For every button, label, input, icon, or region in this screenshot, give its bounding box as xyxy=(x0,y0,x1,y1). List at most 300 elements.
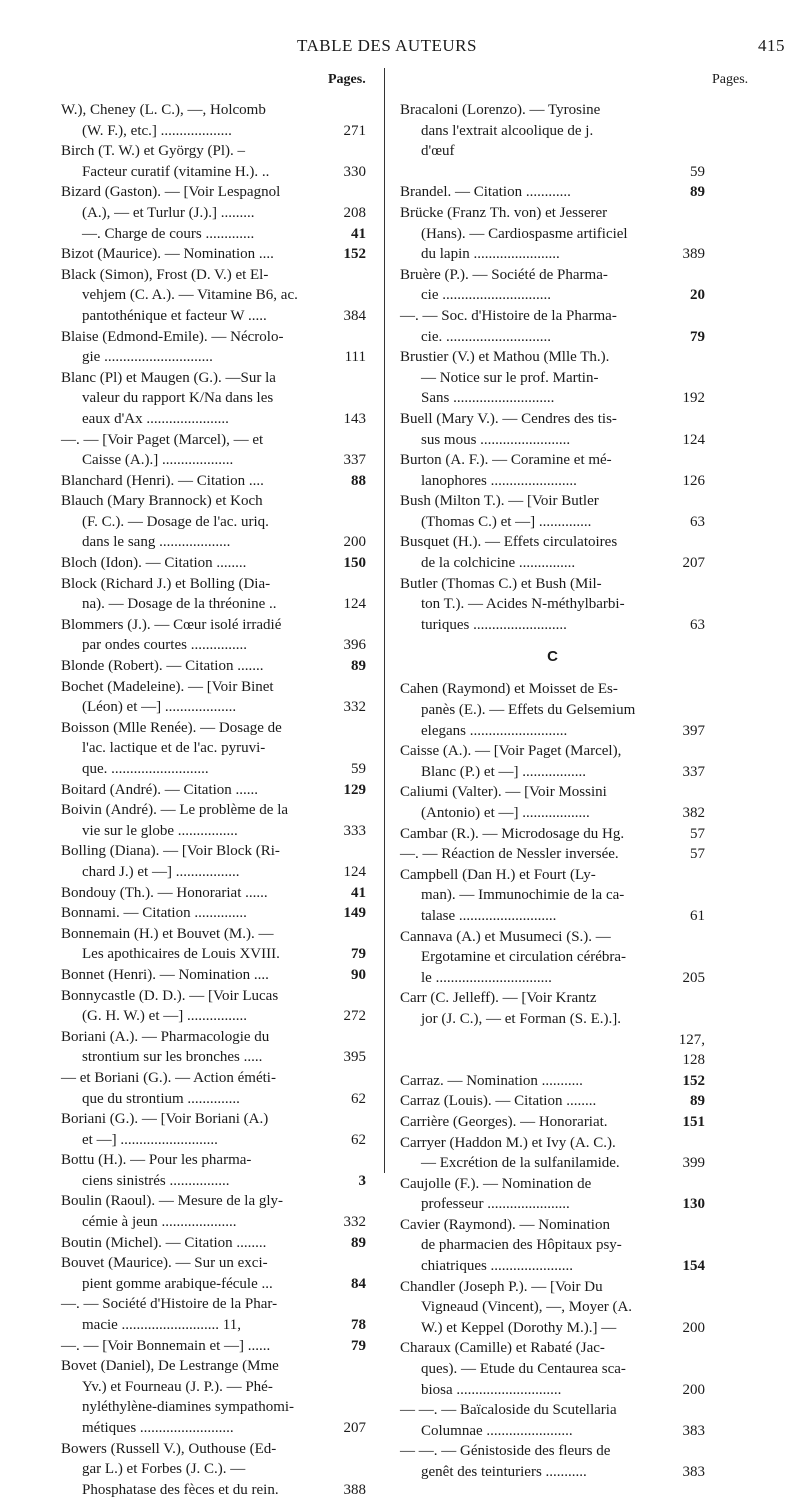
index-line xyxy=(61,677,366,698)
index-line xyxy=(400,824,705,845)
page-reference: 126 xyxy=(682,472,705,489)
page-reference: 78 xyxy=(351,1317,366,1334)
index-line-text: Block (Richard J.) et Bolling (Dia- xyxy=(61,575,271,592)
index-line-text: chard J.) et —] ................. xyxy=(82,863,240,880)
section-letter-heading: C xyxy=(547,648,558,666)
index-line xyxy=(400,947,705,968)
index-line xyxy=(400,532,705,553)
index-line-text: macie .......................... 11, xyxy=(82,1317,242,1334)
index-line-text: Ergotamine et circulation cérébra- xyxy=(421,949,627,966)
index-line-text: Black (Simon), Frost (D. V.) et El- xyxy=(61,266,269,283)
index-line xyxy=(400,1174,705,1195)
page-reference: 57 xyxy=(690,825,705,842)
index-line xyxy=(400,1091,705,1112)
index-line xyxy=(61,100,366,121)
index-line xyxy=(61,862,366,883)
index-line xyxy=(61,306,366,327)
index-line-text: man). — Immunochimie de la ca- xyxy=(421,887,625,904)
index-line xyxy=(400,285,705,306)
index-line-text: lanophores ....................... xyxy=(421,472,577,489)
index-line-text: — —. — Baïcaloside du Scutellaria xyxy=(400,1402,617,1419)
index-line xyxy=(61,430,366,451)
index-line xyxy=(400,1050,705,1071)
running-header-title: TABLE DES AUTEURS xyxy=(297,36,477,55)
index-line-text: Brustier (V.) et Mathou (Mlle Th.). xyxy=(400,349,610,366)
index-line-text: vehjem (C. A.). — Vitamine B6, ac. xyxy=(82,287,298,304)
index-line-text: — Notice sur le prof. Martin- xyxy=(421,369,599,386)
index-line xyxy=(400,700,705,721)
page-reference: 79 xyxy=(351,1337,366,1354)
index-line xyxy=(61,738,366,759)
index-line xyxy=(61,553,366,574)
index-line-text: Cambar (R.). — Microdosage du Hg. xyxy=(400,825,625,842)
index-line xyxy=(61,821,366,842)
index-line-text: l'ac. lactique et de l'ac. pyruvi- xyxy=(82,740,266,757)
page-reference: 124 xyxy=(343,863,366,880)
index-line xyxy=(61,265,366,286)
index-line-text: d'œuf xyxy=(421,143,455,160)
index-line xyxy=(61,1027,366,1048)
index-line-text: W.) et Keppel (Dorothy M.).] — xyxy=(421,1319,617,1336)
index-line xyxy=(400,1256,705,1277)
index-line xyxy=(400,1441,705,1462)
index-line-text: Caujolle (F.). — Nomination de xyxy=(400,1175,592,1192)
index-line xyxy=(61,574,366,595)
index-line-text: biosa ............................ xyxy=(421,1381,562,1398)
index-line xyxy=(400,491,705,512)
page-reference: 200 xyxy=(343,534,366,551)
index-line-text: Bloch (Idon). — Citation ........ xyxy=(61,555,247,572)
index-line-text: dans l'extrait alcoolique de j. xyxy=(421,122,594,139)
index-line xyxy=(400,1421,705,1442)
column-divider xyxy=(384,68,385,1173)
index-line-text: Brücke (Franz Th. von) et Jesserer xyxy=(400,204,608,221)
index-line xyxy=(61,1109,366,1130)
index-line xyxy=(400,409,705,430)
index-line xyxy=(61,368,366,389)
index-line-text: métiques ......................... xyxy=(82,1420,234,1436)
index-line xyxy=(400,1215,705,1236)
left-column xyxy=(61,100,366,1500)
page-reference: 382 xyxy=(682,805,705,821)
index-line-text: Caisse (A.).] ................... xyxy=(82,452,234,469)
index-line xyxy=(61,780,366,801)
index-line xyxy=(400,224,705,245)
index-line xyxy=(400,762,705,783)
index-line xyxy=(61,162,366,183)
index-line xyxy=(400,574,705,595)
page-reference: 152 xyxy=(682,1072,705,1089)
index-line-text: Cavier (Raymond). — Nomination xyxy=(400,1216,610,1233)
page-reference: 388 xyxy=(343,1481,366,1498)
right-column-c-entries xyxy=(400,679,705,1482)
index-line-text: Bush (Milton T.). — [Voir Butler xyxy=(400,493,599,510)
page-reference: 200 xyxy=(682,1319,705,1336)
index-line xyxy=(400,741,705,762)
index-line xyxy=(400,594,705,615)
index-line-text: W.), Cheney (L. C.), —, Holcomb xyxy=(61,102,266,118)
index-line-text: Bonnet (Henri). — Nomination .... xyxy=(61,966,269,983)
right-column xyxy=(400,100,705,1483)
page-reference: 79 xyxy=(351,946,366,963)
page-reference: 79 xyxy=(690,328,705,345)
index-line-text: Bizot (Maurice). — Nomination .... xyxy=(61,246,274,263)
index-line xyxy=(400,1194,705,1215)
index-line xyxy=(400,1277,705,1298)
page-reference: 63 xyxy=(690,513,705,530)
page-reference: 84 xyxy=(351,1275,366,1292)
index-line xyxy=(61,450,366,471)
index-line-text: Blanc (Pl) et Maugen (G.). —Sur la xyxy=(61,369,276,386)
index-line-text: panès (E.). — Effets du Gelsemium xyxy=(421,702,636,719)
index-line-text: pantothénique et facteur W ..... xyxy=(82,307,267,324)
index-line xyxy=(61,594,366,615)
index-line-text: (Thomas C.) et —] .............. xyxy=(421,513,592,530)
page-reference: 88 xyxy=(351,472,366,489)
index-line xyxy=(400,721,705,742)
index-line xyxy=(61,512,366,533)
page-reference: 271 xyxy=(343,122,366,139)
index-line xyxy=(400,368,705,389)
page-reference: 89 xyxy=(690,184,705,201)
index-line-text: Chandler (Joseph P.). — [Voir Du xyxy=(400,1278,603,1295)
index-line xyxy=(61,1274,366,1295)
page-reference: 389 xyxy=(682,246,705,263)
index-line xyxy=(61,1047,366,1068)
index-line-text: Yv.) et Fourneau (J. P.). — Phé- xyxy=(82,1378,273,1395)
index-line-text: eaux d'Ax ...................... xyxy=(82,410,229,427)
index-line-text: elegans .......................... xyxy=(421,722,568,739)
index-line xyxy=(61,656,366,677)
index-line xyxy=(400,1318,705,1339)
index-line-text: strontium sur les bronches ..... xyxy=(82,1049,263,1066)
page-number: 415 xyxy=(758,36,785,55)
index-line-text: Bowers (Russell V.), Outhouse (Ed- xyxy=(61,1440,277,1457)
index-line xyxy=(400,306,705,327)
index-line-text: Boisson (Mlle Renée). — Dosage de xyxy=(61,719,282,736)
index-line-text: na). — Dosage de la thréonine .. xyxy=(82,596,277,613)
index-line xyxy=(400,865,705,886)
index-line-text: cie. ............................ xyxy=(421,328,551,345)
index-line xyxy=(61,182,366,203)
index-line xyxy=(400,1153,705,1174)
index-line xyxy=(400,885,705,906)
index-line-text: que. .......................... xyxy=(82,761,209,777)
index-line xyxy=(61,471,366,492)
index-line-text: gar L.) et Forbes (J. C.). — xyxy=(82,1461,246,1478)
index-line xyxy=(400,927,705,948)
page-reference: 128 xyxy=(682,1052,705,1069)
index-line-text: Bouvet (Maurice). — Sur un exci- xyxy=(61,1255,268,1272)
index-line xyxy=(61,1171,366,1192)
index-line xyxy=(61,944,366,965)
index-line xyxy=(400,1030,705,1051)
index-line xyxy=(400,906,705,927)
index-line xyxy=(61,759,366,780)
index-line xyxy=(400,141,705,162)
page-reference: 89 xyxy=(351,658,366,675)
index-line-text: valeur du rapport K/Na dans les xyxy=(82,390,274,407)
index-line-text: Boivin (André). — Le problème de la xyxy=(61,802,289,819)
page-reference: 332 xyxy=(343,1214,366,1231)
index-line-text: Boutin (Michel). — Citation ........ xyxy=(61,1234,267,1251)
page-reference: 154 xyxy=(682,1258,705,1275)
page-reference: 124 xyxy=(682,431,705,448)
index-line-text: (G. H. W.) et —] ................ xyxy=(82,1008,247,1025)
index-line-text: Cahen (Raymond) et Moisset de Es- xyxy=(400,681,618,698)
page-reference: 151 xyxy=(682,1113,705,1130)
index-line xyxy=(61,1233,366,1254)
index-line-text: —. — Soc. d'Histoire de la Pharma- xyxy=(400,307,617,324)
index-line xyxy=(400,203,705,224)
index-line-text: Facteur curatif (vitamine H.). .. xyxy=(82,163,270,180)
index-line-text: Bottu (H.). — Pour les pharma- xyxy=(61,1152,252,1169)
index-line xyxy=(61,1439,366,1460)
index-line xyxy=(400,1359,705,1380)
index-line xyxy=(400,100,705,121)
pages-label-left: Pages. xyxy=(328,72,366,87)
page-reference: 205 xyxy=(682,969,705,986)
index-line xyxy=(61,718,366,739)
index-line xyxy=(400,1071,705,1092)
index-line-text: Cannava (A.) et Musumeci (S.). — xyxy=(400,928,611,945)
index-line xyxy=(61,883,366,904)
page-reference: 59 xyxy=(351,761,366,777)
index-line xyxy=(400,162,705,183)
index-line-text: Bonnycastle (D. D.). — [Voir Lucas xyxy=(61,987,279,1004)
index-line xyxy=(400,182,705,203)
index-line-text: cie ............................. xyxy=(421,287,551,304)
index-line-text: Campbell (Dan H.) et Fourt (Ly- xyxy=(400,866,596,883)
page-reference: 143 xyxy=(343,410,366,427)
index-line-text: Columnae ....................... xyxy=(421,1422,573,1439)
index-line-text: — —. — Génistoside des fleurs de xyxy=(400,1443,611,1460)
index-line xyxy=(400,1235,705,1256)
page-reference: 127, xyxy=(678,1031,705,1048)
index-line xyxy=(61,1315,366,1336)
index-line xyxy=(400,844,705,865)
page-reference: 89 xyxy=(351,1234,366,1251)
index-line xyxy=(61,1212,366,1233)
index-line xyxy=(400,988,705,1009)
index-line-text: de pharmacien des Hôpitaux psy- xyxy=(421,1237,622,1254)
page-reference: 332 xyxy=(343,699,366,716)
index-line-text: sus mous ........................ xyxy=(421,431,571,448)
page-reference: 90 xyxy=(351,966,366,983)
index-line-text: pient gomme arabique-fécule ... xyxy=(82,1275,273,1292)
index-line-text: Butler (Thomas C.) et Bush (Mil- xyxy=(400,575,602,592)
index-line xyxy=(61,244,366,265)
index-line-text: de la colchicine ............... xyxy=(421,555,576,572)
page-reference: 124 xyxy=(343,596,366,613)
index-line-text: Blommers (J.). — Cœur isolé irradié xyxy=(61,616,282,633)
index-line-text: professeur ...................... xyxy=(421,1196,570,1213)
page-reference: 62 xyxy=(351,1131,366,1148)
page-reference: 57 xyxy=(690,846,705,863)
index-line xyxy=(61,1294,366,1315)
index-line-text: le ............................... xyxy=(421,969,552,986)
index-line xyxy=(400,803,705,824)
index-line xyxy=(61,1397,366,1418)
page-reference: 383 xyxy=(682,1422,705,1439)
index-line xyxy=(61,1377,366,1398)
index-line xyxy=(400,1400,705,1421)
page-reference: 129 xyxy=(343,781,366,798)
index-line xyxy=(61,285,366,306)
index-line-text: Bochet (Madeleine). — [Voir Binet xyxy=(61,678,274,695)
index-line-text: Blonde (Robert). — Citation ....... xyxy=(61,658,264,675)
index-line-text: (W. F.), etc.] ................... xyxy=(82,122,232,139)
index-line-text: dans le sang ................... xyxy=(82,534,231,551)
index-line-text: — Excrétion de la sulfanilamide. xyxy=(421,1155,620,1172)
page-reference: 150 xyxy=(343,555,366,572)
index-line xyxy=(61,924,366,945)
page-reference: 200 xyxy=(682,1381,705,1398)
index-line xyxy=(400,327,705,348)
index-line-text: (Hans). — Cardiospasme artificiel xyxy=(421,225,628,242)
index-line xyxy=(61,121,366,142)
index-line xyxy=(400,1338,705,1359)
index-line xyxy=(400,265,705,286)
page-reference: 3 xyxy=(358,1172,366,1189)
index-line-text: Brandel. — Citation ............ xyxy=(400,184,571,201)
index-line xyxy=(61,327,366,348)
index-line-text: Bizard (Gaston). — [Voir Lespagnol xyxy=(61,184,281,201)
page-reference: 333 xyxy=(343,822,366,839)
index-line-text: —. — [Voir Bonnemain et —] ...... xyxy=(61,1337,271,1354)
page-reference: 396 xyxy=(343,637,366,654)
index-line xyxy=(400,450,705,471)
index-line-text: —. — [Voir Paget (Marcel), — et xyxy=(61,431,264,448)
index-line xyxy=(61,1336,366,1357)
index-line-text: Birch (T. W.) et György (Pl). – xyxy=(61,143,246,160)
index-line xyxy=(61,1068,366,1089)
index-line xyxy=(400,782,705,803)
index-line xyxy=(61,1459,366,1480)
index-line-text: chiatriques ...................... xyxy=(421,1258,574,1275)
index-line xyxy=(400,347,705,368)
index-line xyxy=(61,800,366,821)
index-line-text: genêt des teinturiers ........... xyxy=(421,1464,587,1480)
page-reference: 395 xyxy=(343,1049,366,1066)
index-line xyxy=(400,512,705,533)
page-reference: 61 xyxy=(690,907,705,924)
index-line-text: Boriani (A.). — Pharmacologie du xyxy=(61,1028,270,1045)
index-line xyxy=(400,1009,705,1030)
index-line-text: jor (J. C.), — et Forman (S. E.).]. xyxy=(421,1010,621,1027)
index-line xyxy=(400,1462,705,1483)
index-line-text: cémie à jeun .................... xyxy=(82,1214,237,1231)
index-line-text: Boriani (G.). — [Voir Boriani (A.) xyxy=(61,1111,269,1128)
index-line-text: (F. C.). — Dosage de l'ac. uriq. xyxy=(82,513,269,530)
page-reference: 41 xyxy=(351,884,366,901)
index-line-text: Bruère (P.). — Société de Pharma- xyxy=(400,266,608,283)
index-line xyxy=(61,1480,366,1500)
index-line xyxy=(400,121,705,142)
index-line xyxy=(61,409,366,430)
index-line-text: (A.), — et Turlur (J.).] ......... xyxy=(82,204,255,221)
index-line-text: Carryer (Haddon M.) et Ivy (A. C.). xyxy=(400,1134,616,1151)
index-line xyxy=(400,1112,705,1133)
page-reference: 383 xyxy=(682,1464,705,1480)
page-reference: 59 xyxy=(690,163,705,180)
page-reference: 111 xyxy=(344,349,366,366)
page-reference: 272 xyxy=(343,1008,366,1025)
index-line xyxy=(61,1253,366,1274)
index-line xyxy=(61,1356,366,1377)
page-reference: 62 xyxy=(351,1090,366,1107)
index-line xyxy=(400,553,705,574)
pages-label-right: Pages. xyxy=(712,72,749,87)
index-line-text: Vigneaud (Vincent), —, Moyer (A. xyxy=(421,1299,633,1316)
index-line-text: Buell (Mary V.). — Cendres des tis- xyxy=(400,410,617,427)
index-line-text: Boulin (Raoul). — Mesure de la gly- xyxy=(61,1193,284,1210)
index-line-text: Bonnemain (H.) et Bouvet (M.). — xyxy=(61,925,274,942)
index-line-text: Bondouy (Th.). — Honorariat ...... xyxy=(61,884,268,901)
index-line-text: — et Boriani (G.). — Action éméti- xyxy=(61,1069,276,1086)
index-line xyxy=(61,141,366,162)
index-line xyxy=(61,841,366,862)
index-line-text: du lapin ....................... xyxy=(421,246,560,263)
index-line xyxy=(400,615,705,636)
page-reference: 152 xyxy=(343,246,366,263)
index-line-text: gie ............................. xyxy=(82,349,213,366)
index-line-text: —. — Réaction de Nessler inversée. xyxy=(400,846,619,863)
index-line xyxy=(400,471,705,492)
index-line xyxy=(61,347,366,368)
index-line xyxy=(61,1089,366,1110)
index-line xyxy=(400,1297,705,1318)
index-line-text: Carr (C. Jelleff). — [Voir Krantz xyxy=(400,990,597,1007)
index-line-text: Burton (A. F.). — Coramine et mé- xyxy=(400,452,612,469)
index-line-text: ton T.). — Acides N-méthylbarbi- xyxy=(421,596,625,613)
index-line-text: Phosphatase des fèces et du rein. xyxy=(82,1481,279,1498)
index-line xyxy=(400,679,705,700)
index-line-text: Carraz. — Nomination ........... xyxy=(400,1072,583,1089)
index-line-text: nyléthylène-diamines sympathomi- xyxy=(82,1399,295,1416)
index-line-text: Boitard (André). — Citation ...... xyxy=(61,781,259,798)
page-reference: 20 xyxy=(690,287,705,304)
index-line xyxy=(61,903,366,924)
page-reference: 149 xyxy=(343,905,366,922)
index-line-text: ciens sinistrés ................ xyxy=(82,1172,230,1189)
index-line xyxy=(61,615,366,636)
index-line xyxy=(61,203,366,224)
index-line xyxy=(61,986,366,1007)
index-line-text: Bonnami. — Citation .............. xyxy=(61,905,247,922)
index-line xyxy=(400,388,705,409)
index-line-text: (Léon) et —] ................... xyxy=(82,699,237,716)
index-line-text: (Antonio) et —] .................. xyxy=(421,805,590,821)
page-reference: 337 xyxy=(682,763,705,780)
index-line xyxy=(61,1006,366,1027)
index-line xyxy=(61,1150,366,1171)
page-reference: 330 xyxy=(343,163,366,180)
page-reference: 207 xyxy=(343,1420,366,1436)
index-line-text: Carrière (Georges). — Honorariat. xyxy=(400,1113,608,1130)
index-line-text: Sans ........................... xyxy=(421,390,555,407)
index-line-text: —. Charge de cours ............. xyxy=(82,225,255,242)
index-line xyxy=(61,635,366,656)
page-reference: 130 xyxy=(682,1196,705,1213)
index-line-text: talase .......................... xyxy=(421,907,557,924)
page-reference: 192 xyxy=(682,390,705,407)
index-line-text: Bovet (Daniel), De Lestrange (Mme xyxy=(61,1358,279,1375)
index-line xyxy=(61,697,366,718)
index-line-text: —. — Société d'Histoire de la Phar- xyxy=(61,1296,278,1313)
index-line xyxy=(61,388,366,409)
index-line-text: Bracaloni (Lorenzo). — Tyrosine xyxy=(400,102,601,118)
